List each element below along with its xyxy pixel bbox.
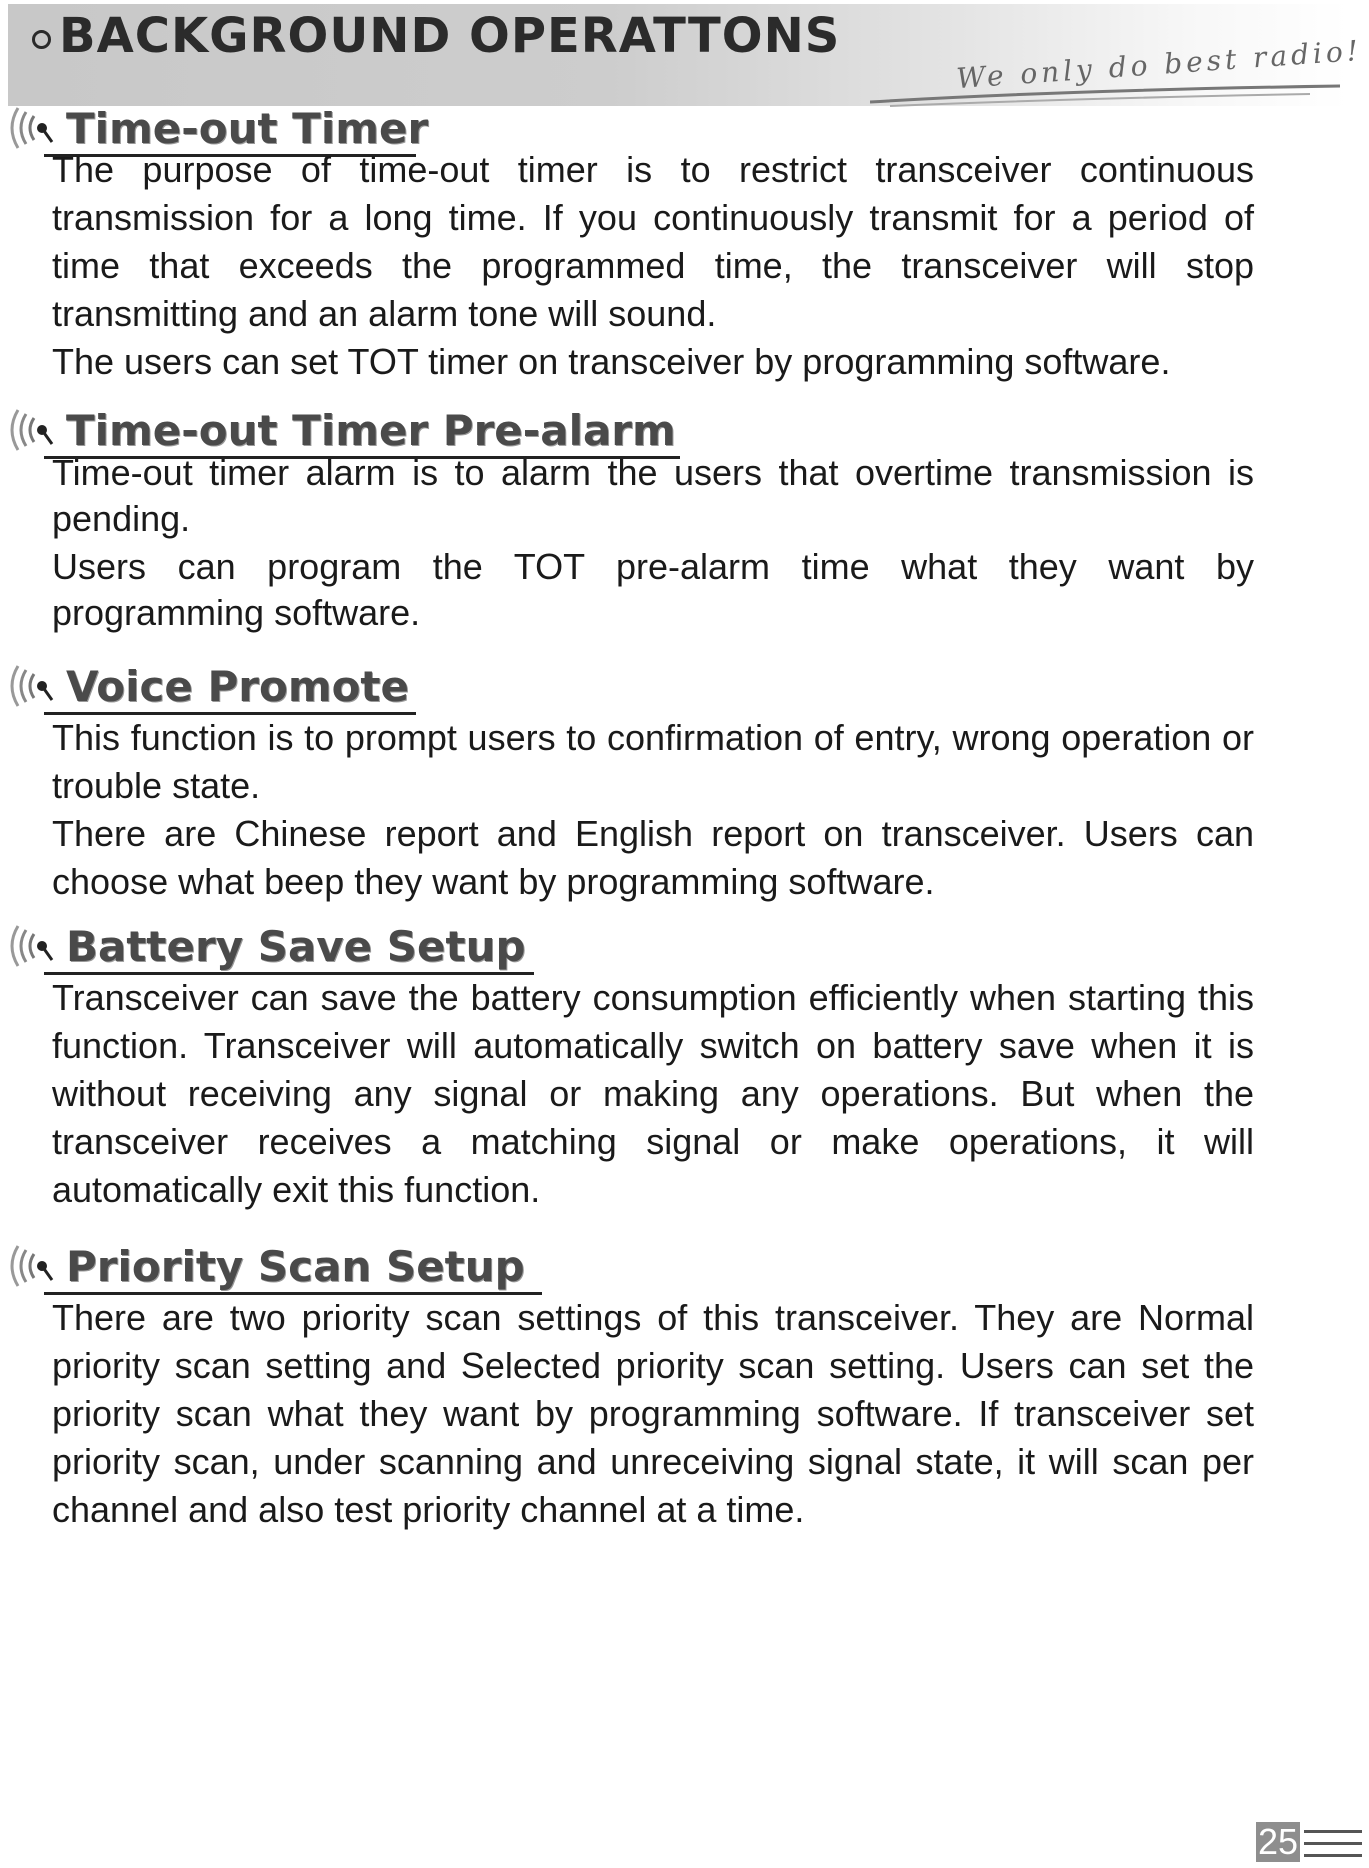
page-number-lines xyxy=(1304,1826,1364,1862)
tagline-swoosh xyxy=(870,80,1350,110)
page-title-text: BACKGROUND OPERATTONS xyxy=(59,8,841,64)
title-bullet-icon xyxy=(32,30,51,49)
section-paragraph: The purpose of time-out timer is to restrict transceiver continuous transmission for a long time. If you continuously transmit for a period of time that exceeds the programmed time, the transceiver will stop transmitting and an alarm tone will sound. xyxy=(52,149,1254,334)
radio-signal-icon xyxy=(4,1240,66,1300)
brand-tagline: We only do best radio! xyxy=(955,33,1363,96)
section-paragraph: Users can program the TOT pre-alarm time what they want by programming software. xyxy=(52,546,1254,633)
section-paragraph: The users can set TOT timer on transceiver by programming software. xyxy=(52,341,1171,382)
section-title: Voice Promote xyxy=(66,662,409,711)
section-title: Priority Scan Setup xyxy=(66,1242,525,1291)
section-paragraph: Time-out timer alarm is to alarm the users that overtime transmission is pending. xyxy=(52,452,1254,539)
section-title: Time-out Timer Pre-alarm xyxy=(66,406,676,455)
section-paragraph: Transceiver can save the battery consumption efficiently when starting this function. Transceiver will automatically switch on battery save when it is without receiving any signal or making any operations. But when the transceiver receives a matching signal or make operations, it will automatically exit this function. xyxy=(52,977,1254,1210)
radio-signal-icon xyxy=(4,920,66,980)
page-title xyxy=(32,8,840,64)
section-paragraph: This function is to prompt users to confirmation of entry, wrong operation or trouble state. xyxy=(52,717,1254,806)
section-title: Battery Save Setup xyxy=(66,922,526,971)
section-title: Time-out Timer xyxy=(66,104,429,153)
section-paragraph: There are two priority scan settings of this transceiver. They are Normal priority scan setting and Selected priority scan setting. Users can set the priority scan what they want by programming software. If transceiver set priority scan, under scanning and unreceiving signal state, it will scan per channel and also test priority channel at a time. xyxy=(52,1297,1254,1530)
radio-signal-icon xyxy=(4,660,66,720)
page-number: 25 xyxy=(1257,1821,1299,1862)
section-paragraph: There are Chinese report and English report on transceiver. Users can choose what beep they want by programming software. xyxy=(52,813,1254,902)
